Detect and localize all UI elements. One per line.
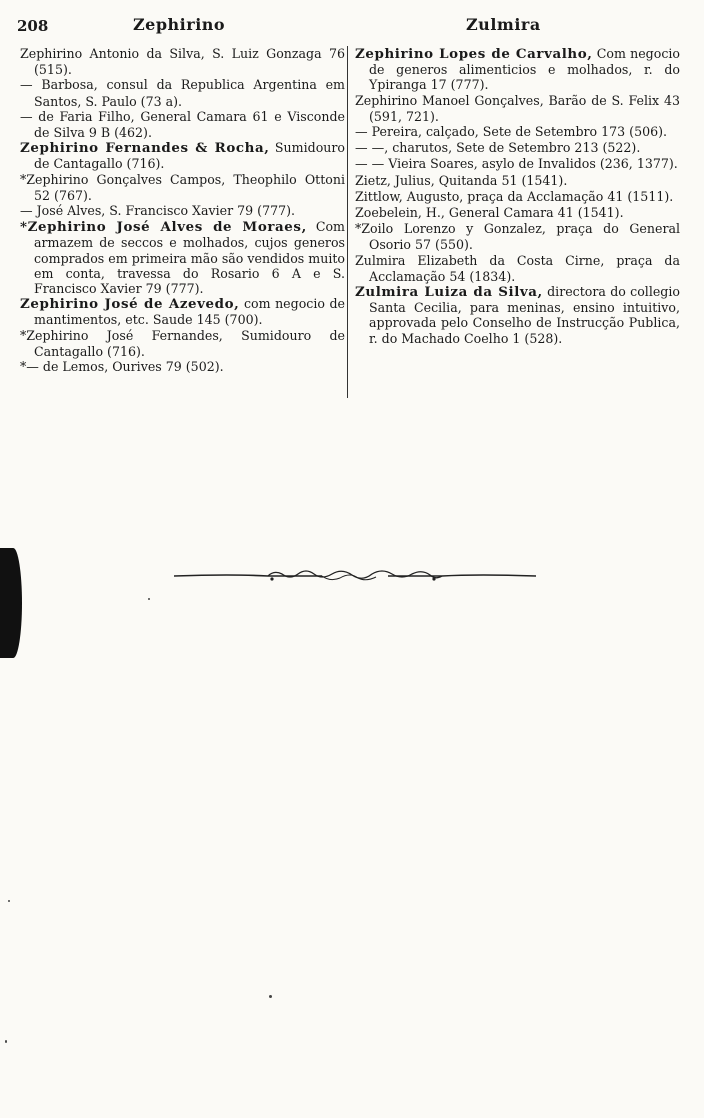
- left-running-heading: Zephirino: [133, 15, 226, 34]
- directory-entry: *Zephirino José Alves de Moraes, Com armazem de seccos e molhados, cujos generos comprados em primeira mão são vendidos muito em conta, travessa do Rosario 6 A e S. Francisco Xavier 79 (777).: [20, 219, 345, 297]
- directory-entry: — José Alves, S. Francisco Xavier 79 (777).: [20, 203, 296, 219]
- ornamental-rule: [172, 566, 538, 586]
- directory-entry: Zephirino Fernandes & Rocha, Sumidouro de Cantagallo (716).: [20, 140, 345, 172]
- ink-speck: [269, 995, 272, 998]
- directory-entry: *Zoilo Lorenzo y Gonzalez, praça do General Osorio 57 (550).: [355, 221, 680, 253]
- column-divider: [347, 46, 348, 398]
- page-number: 208: [17, 17, 49, 35]
- directory-entry: — — Vieira Soares, asylo de Invalidos (236, 1377).: [355, 156, 678, 172]
- directory-entry: Zulmira Elizabeth da Costa Cirne, praça da Acclamação 54 (1834).: [355, 252, 680, 284]
- directory-entry: — Barbosa, consul da Republica Argentina em Santos, S. Paulo (73 a).: [20, 77, 345, 109]
- directory-entry: — Pereira, calçado, Sete de Setembro 173 (506).: [355, 124, 668, 140]
- right-running-heading: Zulmira: [466, 15, 541, 34]
- directory-entry: Zephirino Antonio da Silva, S. Luiz Gonzaga 76 (515).: [20, 46, 345, 78]
- directory-entry: Zietz, Julius, Quitanda 51 (1541).: [355, 172, 568, 188]
- right-column: [355, 46, 680, 346]
- directory-entry: — de Faria Filho, General Camara 61 e Visconde de Silva 9 B (462).: [20, 108, 345, 141]
- ink-speck: [148, 598, 150, 600]
- ink-speck: [5, 1040, 7, 1043]
- ink-speck: [8, 900, 10, 902]
- directory-entry: Zephirino Manoel Gonçalves, Barão de S. Felix 43 (591, 721).: [355, 92, 680, 124]
- directory-entry: Zephirino José de Azevedo, com negocio de mantimentos, etc. Saude 145 (700).: [20, 296, 345, 328]
- directory-entry: Zulmira Luiza da Silva, directora do collegio Santa Cecilia, para meninas, ensino intuitivo, approvada pelo Conselho de Instrucção Publica, r. do Machado Coelho 1 (528).: [355, 284, 680, 346]
- ink-blot: [0, 548, 22, 658]
- left-column: [20, 46, 345, 375]
- directory-entry: — —, charutos, Sete de Setembro 213 (522).: [355, 140, 641, 156]
- directory-entry: *— de Lemos, Ourives 79 (502).: [20, 359, 224, 375]
- directory-entry: Zoebelein, H., General Camara 41 (1541).: [355, 205, 624, 221]
- directory-entry: *Zephirino José Fernandes, Sumidouro de Cantagallo (716).: [20, 327, 345, 359]
- directory-entry: Zephirino Lopes de Carvalho, Com negocio de generos alimenticios e molhados, r. do Ypiranga 17 (777).: [355, 46, 680, 93]
- directory-entry: *Zephirino Gonçalves Campos, Theophilo Ottoni 52 (767).: [20, 171, 345, 203]
- directory-entry: Zittlow, Augusto, praça da Acclamação 41 (1511).: [355, 188, 674, 204]
